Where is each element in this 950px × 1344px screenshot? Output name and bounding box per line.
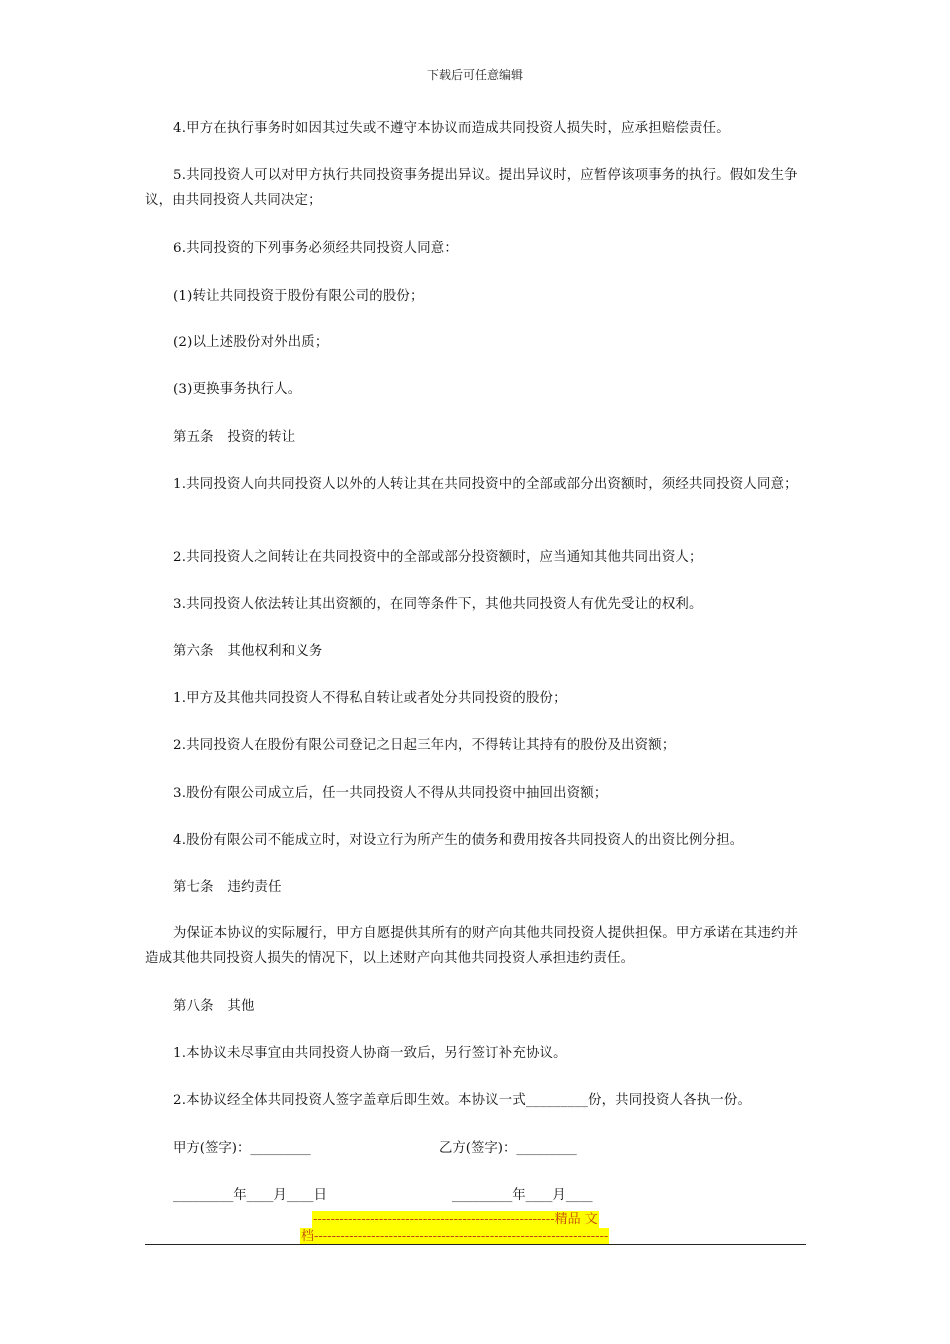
- paragraph: 1.共同投资人向共同投资人以外的人转让其在共同投资中的全部或部分出资额时，须经共同投资人同意；: [173, 477, 798, 492]
- paragraph: 3.股份有限公司成立后，任一共同投资人不得从共同投资中抽回出资额；: [173, 786, 608, 801]
- paragraph: 为保证本协议的实际履行，甲方自愿提供其所有的财产向其他共同投资人提供担保。甲方承诺在其违约并造成其他共同投资人损失的情况下，以上述财产向其他共同投资人承担违约责任。: [145, 926, 799, 966]
- footer-divider: [145, 1244, 806, 1245]
- paragraph: 1.甲方及其他共同投资人不得私自转让或者处分共同投资的股份；: [173, 691, 567, 706]
- paragraph: 4.甲方在执行事务时如因其过失或不遵守本协议而造成共同投资人损失时，应承担赔偿责任。: [173, 121, 730, 136]
- paragraph: 3.共同投资人依法转让其出资额的，在同等条件下，其他共同投资人有优先受让的权利。: [173, 597, 703, 612]
- paragraph: 2.共同投资人在股份有限公司登记之日起三年内，不得转让其持有的股份及出资额；: [173, 738, 676, 753]
- footer-line-2: 档-------------------------------------------------------------------: [301, 1229, 609, 1244]
- paragraph: (1)转让共同投资于股份有限公司的股份；: [173, 289, 424, 304]
- paragraph: 6.共同投资的下列事务必须经共同投资人同意：: [173, 241, 458, 256]
- section-heading: 第五条 投资的转让: [173, 430, 296, 445]
- section-heading: 第六条 其他权利和义务: [173, 644, 323, 659]
- party-b-signature: 乙方(签字)：_________: [439, 1141, 577, 1156]
- section-heading: 第七条 违约责任: [173, 880, 282, 895]
- paragraph: (3)更换事务执行人。: [173, 382, 302, 397]
- paragraph: 1.本协议未尽事宜由共同投资人协商一致后，另行签订补充协议。: [173, 1046, 567, 1061]
- section-heading: 第八条 其他: [173, 999, 255, 1014]
- footer-watermark: [300, 1211, 650, 1245]
- paragraph: 4.股份有限公司不能成立时，对设立行为所产生的债务和费用按各共同投资人的出资比例分担。: [173, 833, 744, 848]
- footer-line-1: -------------------------------------------------------精品 文: [313, 1212, 598, 1227]
- party-a-date: _________年____月____日: [173, 1188, 327, 1203]
- paragraph: 2.共同投资人之间转让在共同投资中的全部或部分投资额时，应当通知其他共同出资人；: [173, 550, 703, 565]
- paragraph: (2)以上述股份对外出质；: [173, 335, 329, 350]
- party-a-signature: 甲方(签字)：_________: [173, 1141, 311, 1156]
- party-b-date: _________年____月____: [452, 1188, 593, 1203]
- page-header: 下载后可任意编辑: [426, 68, 523, 82]
- paragraph: 2.本协议经全体共同投资人签字盖章后即生效。本协议一式_________份，共同投资人各执一份。: [173, 1093, 752, 1108]
- paragraph: 5.共同投资人可以对甲方执行共同投资事务提出异议。提出异议时，应暂停该项事务的执行。假如发生争议，由共同投资人共同决定；: [145, 168, 798, 208]
